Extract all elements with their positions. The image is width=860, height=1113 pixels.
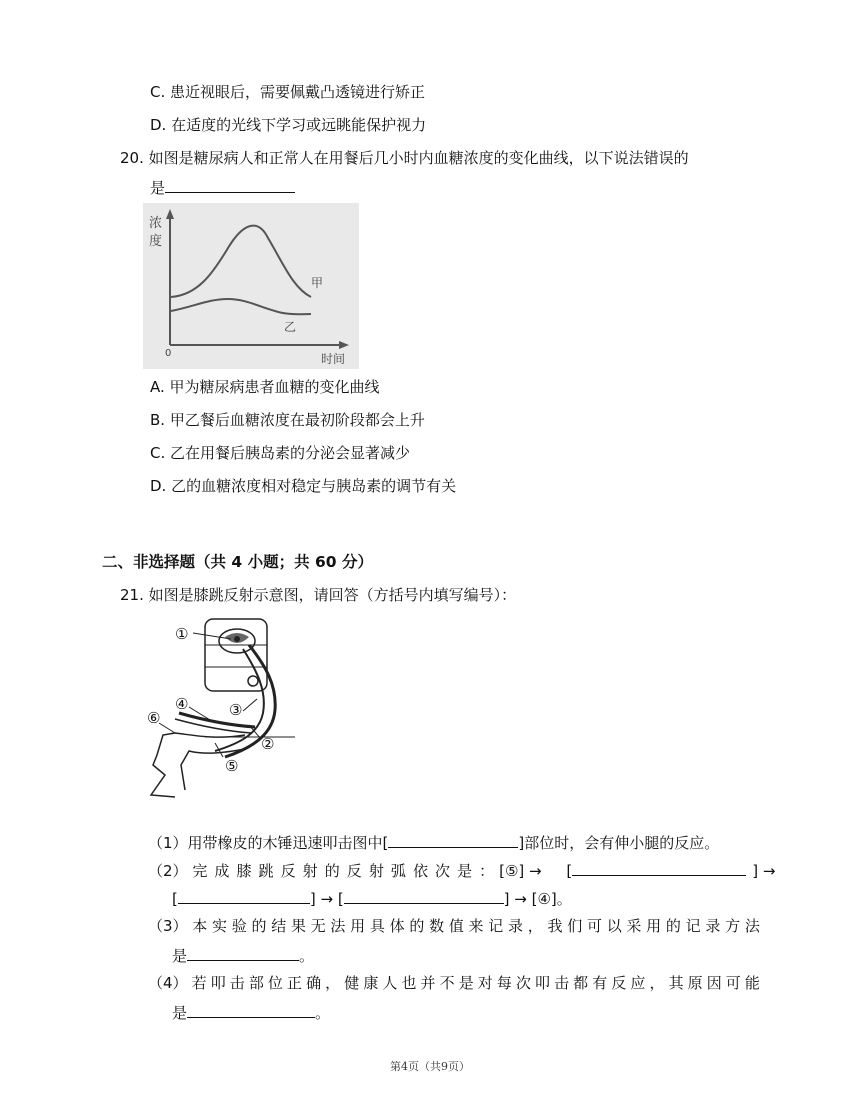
justified-char: （4）: [148, 974, 188, 992]
justified-char: 若: [191, 974, 207, 992]
justified-char: 们: [567, 917, 583, 935]
justified-char: ，: [527, 917, 543, 935]
label-1: ①: [175, 625, 189, 643]
justified-char: 都: [573, 974, 589, 992]
justified-char: 确: [306, 974, 322, 992]
justified-char: 的: [324, 862, 340, 880]
justified-char: 体: [389, 917, 405, 935]
justified-char: 记: [685, 917, 701, 935]
justified-char: 法: [744, 917, 760, 935]
justified-char: 我: [547, 917, 563, 935]
justified-char: 对: [477, 974, 493, 992]
justified-char: 方: [725, 917, 741, 935]
justified-char: 无: [310, 917, 326, 935]
y-axis-label-1: 浓: [149, 216, 163, 231]
q19-option-d: D. 在适度的光线下学习或远眺能保护视力: [150, 116, 427, 134]
justified-char: 膝: [236, 862, 252, 880]
justified-char: 依: [412, 862, 428, 880]
justified-char: 值: [448, 917, 464, 935]
justified-char: 不: [439, 974, 455, 992]
justified-char: 次: [515, 974, 531, 992]
q19-option-c: C. 患近视眼后，需要佩戴凸透镜进行矫正: [150, 83, 426, 101]
justified-char: 击: [229, 974, 245, 992]
justified-char: 跳: [258, 862, 274, 880]
justified-char: 记: [488, 917, 504, 935]
q20-stem-line1: 20. 如图是糖尿病人和正常人在用餐后几小时内血糖浓度的变化曲线，以下说法错误的: [120, 149, 689, 167]
curve-a-label: 甲: [311, 276, 324, 290]
q21-part4-line1: [148, 973, 760, 993]
justified-char: 完: [192, 862, 208, 880]
x-axis-label: 时间: [321, 352, 346, 366]
justified-char: 实: [212, 917, 228, 935]
justified-char: 的: [251, 917, 267, 935]
q20-stem-line2: 是: [150, 176, 295, 198]
justified-char: 因: [706, 974, 722, 992]
justified-char: 果: [290, 917, 306, 935]
answer-blank[interactable]: [572, 859, 746, 876]
justified-char: 叩: [210, 974, 226, 992]
answer-blank[interactable]: [344, 887, 504, 904]
origin-label: 0: [165, 348, 172, 359]
label-6: ⑥: [147, 709, 161, 727]
justified-char: 法: [330, 917, 346, 935]
justified-char: 反: [280, 862, 296, 880]
justified-char: 采: [626, 917, 642, 935]
justified-char: 成: [214, 862, 230, 880]
justified-char: 每: [496, 974, 512, 992]
justified-char: 录: [705, 917, 721, 935]
q21-part4-line2: 是 。: [172, 1001, 330, 1023]
justified-char: 数: [429, 917, 445, 935]
justified-char: （3）: [148, 917, 188, 935]
justified-char: 击: [554, 974, 570, 992]
justified-char: 可: [725, 974, 741, 992]
label-4: ④: [175, 695, 189, 713]
justified-char: 的: [665, 917, 681, 935]
q20-option-d: D. 乙的血糖浓度相对稳定与胰岛素的调节有关: [150, 477, 457, 495]
q21-part3-line2: 是 。: [172, 944, 314, 966]
q21-stem: 21. 如图是膝跳反射示意图，请回答（方括号内填写编号）：: [120, 586, 517, 604]
justified-char: 是: [457, 862, 473, 880]
q21-part1: （1）用带橡皮的木锤迅速叩击图中[ ]部位时，会有伸小腿的反应。: [148, 831, 719, 853]
justified-char: 弧: [390, 862, 406, 880]
justified-char: 反: [611, 974, 627, 992]
justified-char: 正: [287, 974, 303, 992]
justified-char: 是: [458, 974, 474, 992]
justified-char: 叩: [535, 974, 551, 992]
q20-option-a: A. 甲为糖尿病患者血糖的变化曲线: [150, 378, 380, 396]
justified-char: 次: [435, 862, 451, 880]
answer-blank[interactable]: [178, 887, 310, 904]
justified-char: ，: [325, 974, 341, 992]
blood-sugar-graph: [143, 203, 359, 369]
justified-char: ：: [479, 862, 495, 880]
justified-char: 有: [592, 974, 608, 992]
justified-char: 其: [668, 974, 684, 992]
justified-char: 也: [401, 974, 417, 992]
justified-char: 人: [382, 974, 398, 992]
justified-char: 的: [409, 917, 425, 935]
justified-char: 以: [606, 917, 622, 935]
justified-char: 健: [344, 974, 360, 992]
y-axis-label-2: 度: [149, 234, 163, 249]
justified-char: 具: [369, 917, 385, 935]
justified-char: 并: [420, 974, 436, 992]
justified-char: 位: [267, 974, 283, 992]
answer-blank[interactable]: [187, 1001, 315, 1018]
q20-option-c: C. 乙在用餐后胰岛素的分泌会显著减少: [150, 444, 411, 462]
justified-char: 原: [687, 974, 703, 992]
q21-part2-line2: [ ] → [ ] → [④]。: [172, 887, 572, 909]
page-footer: 第4页（共9页）: [390, 1060, 470, 1073]
justified-char: 部: [248, 974, 264, 992]
justified-char: 射: [302, 862, 318, 880]
justified-char: 应: [630, 974, 646, 992]
label-3: ③: [229, 701, 243, 719]
justified-char: 验: [231, 917, 247, 935]
q20-option-b: B. 甲乙餐后血糖浓度在最初阶段都会上升: [150, 411, 425, 429]
knee-jerk-diagram: [145, 615, 305, 805]
justified-char: 用: [646, 917, 662, 935]
q21-part2-line1: （2） 完 成 膝 跳 反 射 的 反 射 弧 依 次 是 ： [⑤] → [ ] →: [148, 859, 775, 881]
label-5: ⑤: [225, 757, 239, 775]
label-2: ②: [261, 735, 275, 753]
justified-char: 本: [192, 917, 208, 935]
curve-b-label: 乙: [284, 320, 297, 334]
justified-char: 录: [508, 917, 524, 935]
justified-char: 康: [363, 974, 379, 992]
justified-char: 能: [744, 974, 760, 992]
answer-blank[interactable]: [388, 831, 518, 848]
justified-char: 射: [368, 862, 384, 880]
q21-part3-line1: [148, 916, 760, 936]
justified-char: 反: [346, 862, 362, 880]
answer-blank[interactable]: [187, 944, 299, 961]
justified-char: 结: [271, 917, 287, 935]
justified-char: 可: [586, 917, 602, 935]
section-heading: 二、非选择题（共 4 小题；共 60 分）: [102, 553, 373, 571]
justified-char: 来: [468, 917, 484, 935]
q21-part2-words: [192, 861, 494, 881]
justified-char: 用: [350, 917, 366, 935]
justified-char: ，: [649, 974, 665, 992]
answer-blank[interactable]: [165, 176, 295, 193]
